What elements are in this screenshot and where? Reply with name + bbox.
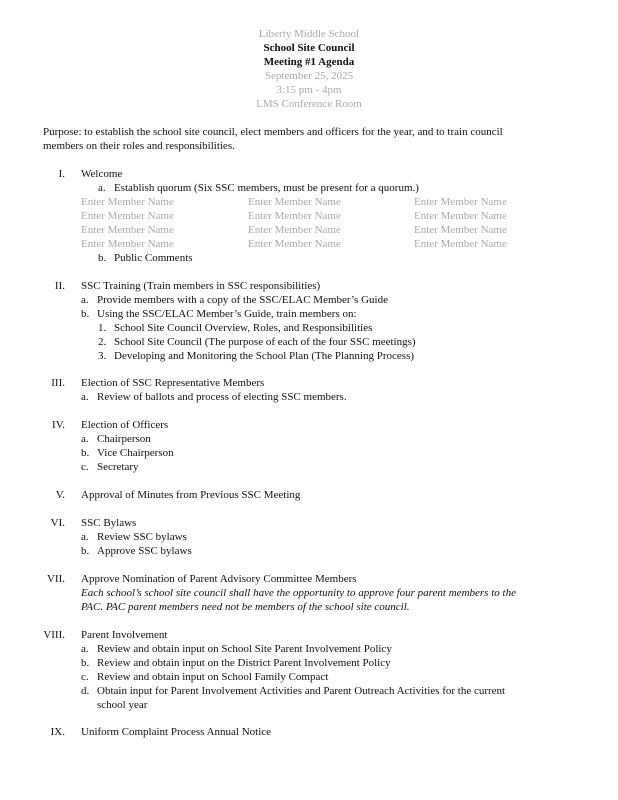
purpose-line-2: members on their roles and responsibilities. (43, 140, 235, 152)
section-title: Welcome (81, 168, 123, 180)
member-name-field[interactable]: Enter Member Name (414, 196, 507, 208)
list-item: a. Review of ballots and process of electing SSC members. (81, 391, 347, 403)
list-item: b. Review and obtain input on the District Parent Involvement Policy (81, 657, 391, 669)
list-item: b. Vice Chairperson (81, 447, 174, 459)
list-item-continuation: school year (97, 699, 148, 711)
meeting-date: September 25, 2025 (264, 70, 354, 82)
list-item: c. Secretary (81, 461, 139, 473)
list-item: a. Provide members with a copy of the SSC/ELAC Member’s Guide (81, 294, 388, 306)
section-title: Uniform Complaint Process Annual Notice (81, 726, 272, 738)
section-number: VIII. (43, 629, 65, 641)
pac-note-line-2: PAC. PAC parent members need not be members of the school site council. (81, 601, 410, 613)
member-name-field[interactable]: Enter Member Name (248, 238, 341, 250)
section-number: IX. (50, 726, 65, 738)
member-name-field[interactable]: Enter Member Name (81, 196, 174, 208)
list-item: b. Approve SSC bylaws (81, 545, 192, 557)
section-number: III. (51, 377, 65, 389)
pac-note-line-1: Each school’s school site council shall have the opportunity to approve four parent members to the (81, 587, 516, 599)
meeting-room: LMS Conference Room (256, 98, 362, 110)
section-title: Election of SSC Representative Members (81, 377, 265, 389)
member-name-field[interactable]: Enter Member Name (248, 224, 341, 236)
section-title: Parent Involvement (81, 629, 168, 641)
purpose-line-1: Purpose: to establish the school site council, elect members and officers for the year, and to train council (43, 126, 503, 138)
member-name-field[interactable]: Enter Member Name (81, 210, 174, 222)
list-item: 2. School Site Council (The purpose of each of the four SSC meetings) (98, 336, 416, 348)
list-item: c. Review and obtain input on School Family Compact (81, 671, 329, 683)
list-item: a. Chairperson (81, 433, 151, 445)
school-name: Liberty Middle School (258, 28, 360, 40)
member-name-field[interactable]: Enter Member Name (248, 196, 341, 208)
section-number: I. (58, 168, 65, 180)
list-item: a. Review SSC bylaws (81, 531, 187, 543)
section-number: VI. (50, 517, 65, 529)
list-item: a. Establish quorum (Six SSC members, must be present for a quorum.) (98, 182, 419, 194)
meeting-time: 3:15 pm - 4pm (276, 84, 342, 96)
member-name-field[interactable]: Enter Member Name (414, 238, 507, 250)
list-item: 3. Developing and Monitoring the School Plan (The Planning Process) (98, 350, 415, 362)
purpose-statement (43, 125, 583, 153)
council-name: School Site Council (263, 42, 355, 54)
section-title: Election of Officers (81, 419, 169, 431)
list-item: d. Obtain input for Parent Involvement Activities and Parent Outreach Activities for the current (81, 685, 506, 697)
list-item: b. Using the SSC/ELAC Member’s Guide, train members on: (81, 308, 357, 320)
section-number: V. (55, 489, 65, 501)
member-name-field[interactable]: Enter Member Name (248, 210, 341, 222)
member-name-field[interactable]: Enter Member Name (414, 224, 507, 236)
section-number: II. (54, 280, 65, 292)
agenda-header (0, 27, 618, 111)
member-name-field[interactable]: Enter Member Name (414, 210, 507, 222)
section-title: SSC Training (Train members in SSC responsibilities) (81, 280, 321, 292)
meeting-title: Meeting #1 Agenda (263, 56, 355, 68)
list-item: 1. School Site Council Overview, Roles, and Responsibilities (98, 322, 373, 334)
section-number: VII. (46, 573, 65, 585)
member-name-field[interactable]: Enter Member Name (81, 238, 174, 250)
section-title: Approval of Minutes from Previous SSC Meeting (81, 489, 301, 501)
section-title: SSC Bylaws (81, 517, 137, 529)
section-number: IV. (52, 419, 65, 431)
member-name-field[interactable]: Enter Member Name (81, 224, 174, 236)
list-item: a. Review and obtain input on School Site Parent Involvement Policy (81, 643, 392, 655)
list-item: b. Public Comments (98, 252, 193, 264)
section-title: Approve Nomination of Parent Advisory Committee Members (81, 573, 357, 585)
